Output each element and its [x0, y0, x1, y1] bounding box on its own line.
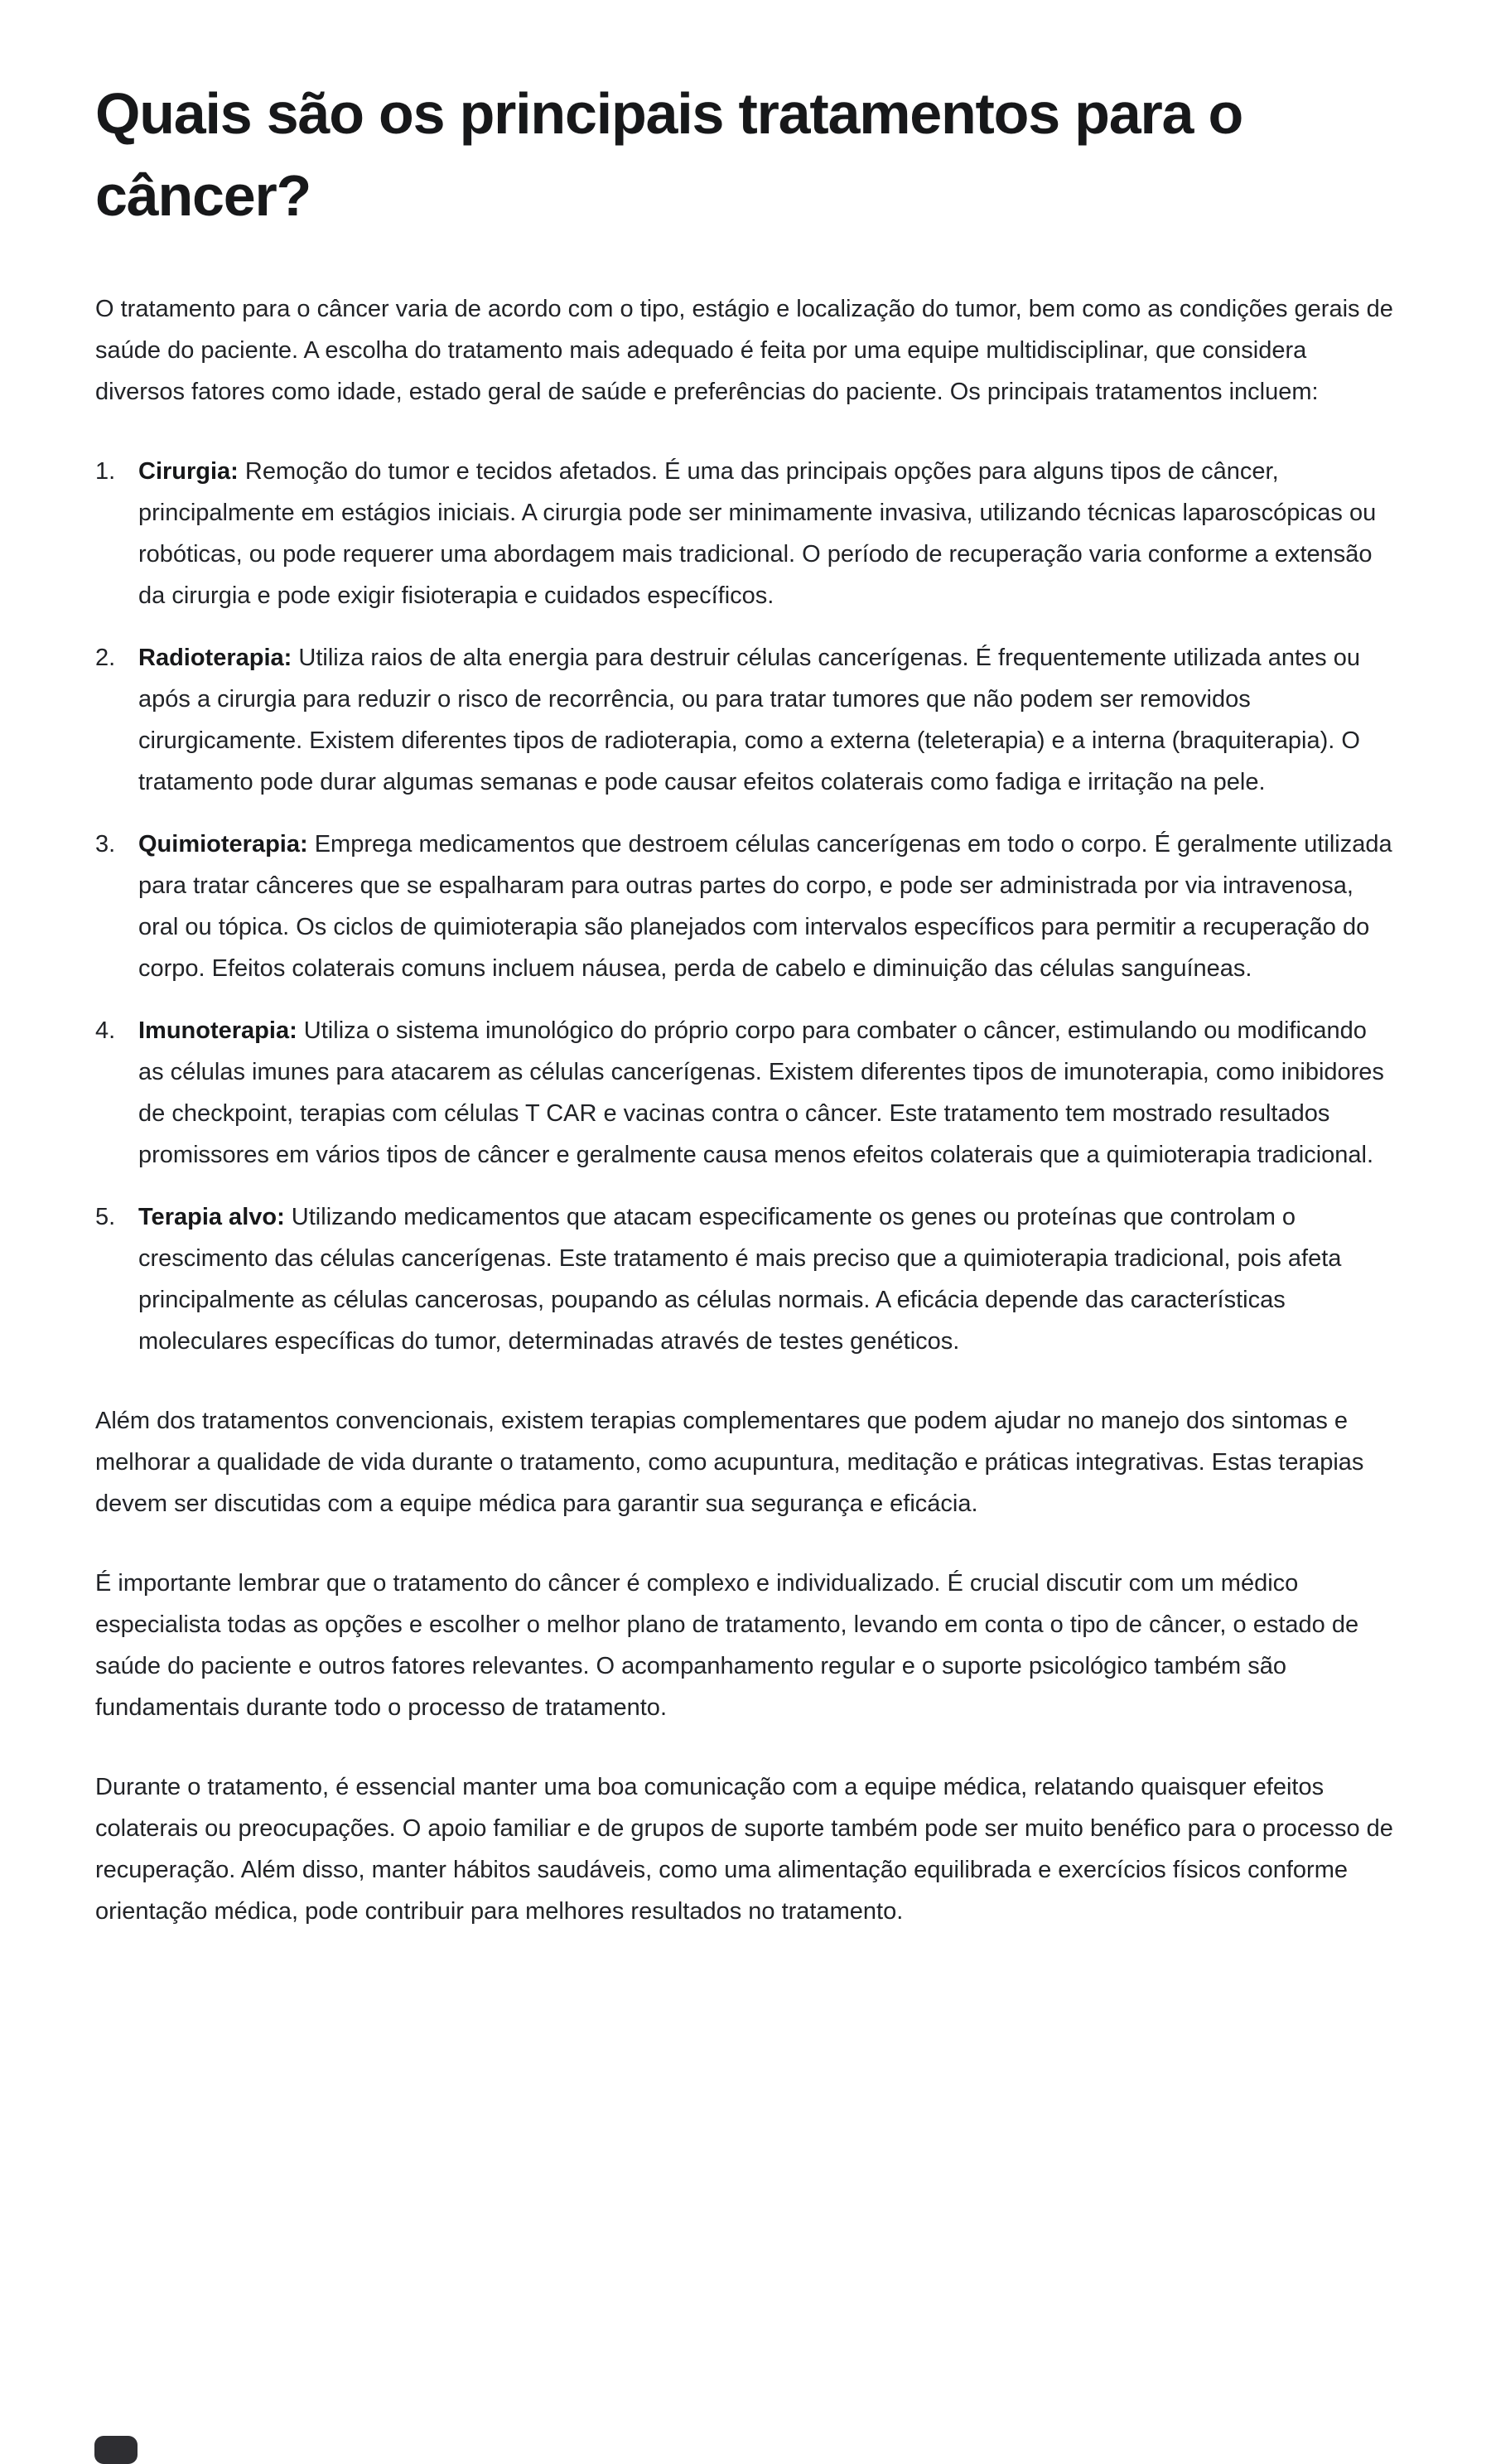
- list-item-description: Emprega medicamentos que destroem células cancerígenas em todo o corpo. É geralmente utilizada para tratar cânceres que se espalharam para outras partes do corpo, e pode ser administrada por via intravenosa, oral ou tópica. Os ciclos de quimioterapia são planejados com intervalos específicos para permitir a recuperação do corpo. Efeitos colaterais comuns incluem náusea, perda de cabelo e diminuição das células sanguíneas.: [138, 831, 1392, 982]
- list-item-description: Remoção do tumor e tecidos afetados. É uma das principais opções para alguns tipos de câncer, principalmente em estágios iniciais. A cirurgia pode ser minimamente invasiva, utilizando técnicas laparoscópicas ou robóticas, ou pode requerer uma abordagem mais tradicional. O período de recuperação varia conforme a extensão da cirurgia e pode exigir fisioterapia e cuidados específicos.: [138, 458, 1377, 609]
- list-item-number: 2.: [95, 645, 116, 671]
- list-item-description: Utilizando medicamentos que atacam especificamente os genes ou proteínas que controlam o crescimento das células cancerígenas. Este tratamento é mais preciso que a quimioterapia tradicional, pois afeta principalmente as células cancerosas, poupando as células normais. A eficácia depende das características moleculares específicas do tumor, determinadas através de testes genéticos.: [138, 1204, 1342, 1355]
- list-item-label: Radioterapia:: [138, 645, 292, 671]
- list-item-description: Utiliza o sistema imunológico do próprio corpo para combater o câncer, estimulando ou modificando as células imunes para atacarem as células cancerígenas. Existem diferentes tipos de imunoterapia, como inibidores de checkpoint, terapias com células T CAR e vacinas contra o câncer. Este tratamento tem mostrado resultados promissores em vários tipos de câncer e geralmente causa menos efeitos colaterais que a quimioterapia tradicional.: [138, 1017, 1384, 1168]
- document-body: [0, 73, 1491, 1932]
- list-item: [95, 824, 1396, 989]
- list-item-text: [138, 824, 1396, 989]
- list-item-number: 3.: [95, 831, 116, 858]
- closing-paragraph: É importante lembrar que o tratamento do câncer é complexo e individualizado. É crucial discutir com um médico especialista todas as opções e escolher o melhor plano de tratamento, levando em conta o tipo de câncer, o estado de saúde do paciente e outros fatores relevantes. O acompanhamento regular e o suporte psicológico também são fundamentais durante todo o processo de tratamento.: [95, 1570, 1359, 1721]
- list-item-number: 5.: [95, 1204, 116, 1230]
- closing-paragraph: Durante o tratamento, é essencial manter uma boa comunicação com a equipe médica, relatando quaisquer efeitos colaterais ou preocupações. O apoio familiar e de grupos de suporte também pode ser muito benéfico para o processo de recuperação. Além disso, manter hábitos saudáveis, como uma alimentação equilibrada e exercícios físicos conforme orientação médica, pode contribuir para melhores resultados no tratamento.: [95, 1774, 1393, 1925]
- list-item: [95, 1010, 1396, 1176]
- list-item: [95, 637, 1396, 803]
- list-item-label: Imunoterapia:: [138, 1017, 297, 1044]
- list-item-text: [138, 451, 1396, 616]
- list-item-number: 4.: [95, 1017, 116, 1044]
- list-item-text: [138, 637, 1396, 803]
- list-item-number: 1.: [95, 458, 116, 485]
- list-item-label: Cirurgia:: [138, 458, 239, 485]
- list-item-text: [138, 1010, 1396, 1176]
- list-item-label: Terapia alvo:: [138, 1204, 285, 1230]
- intro-paragraph: O tratamento para o câncer varia de acordo com o tipo, estágio e localização do tumor, bem como as condições gerais de saúde do paciente. A escolha do tratamento mais adequado é feita por uma equipe multidisciplinar, que considera diversos fatores como idade, estado geral de saúde e preferências do paciente. Os principais tratamentos incluem:: [95, 296, 1393, 405]
- closing-paragraph: Além dos tratamentos convencionais, existem terapias complementares que podem ajudar no manejo dos sintomas e melhorar a qualidade de vida durante o tratamento, como acupuntura, meditação e práticas integrativas. Estas terapias devem ser discutidas com a equipe médica para garantir sua segurança e eficácia.: [95, 1408, 1364, 1517]
- treatment-list: [95, 451, 1396, 1362]
- list-item-text: [138, 1196, 1396, 1362]
- list-item: [95, 451, 1396, 616]
- partial-bottom-element[interactable]: [94, 2436, 138, 2464]
- list-item-description: Utiliza raios de alta energia para destruir células cancerígenas. É frequentemente utilizada antes ou após a cirurgia para reduzir o risco de recorrência, ou para tratar tumores que não podem ser removidos cirurgicamente. Existem diferentes tipos de radioterapia, como a externa (teleterapia) e a interna (braquiterapia). O tratamento pode durar algumas semanas e pode causar efeitos colaterais como fadiga e irritação na pele.: [138, 645, 1360, 795]
- page-title: Quais são os principais tratamentos para o câncer?: [95, 81, 1243, 228]
- list-item: [95, 1196, 1396, 1362]
- list-item-label: Quimioterapia:: [138, 831, 308, 858]
